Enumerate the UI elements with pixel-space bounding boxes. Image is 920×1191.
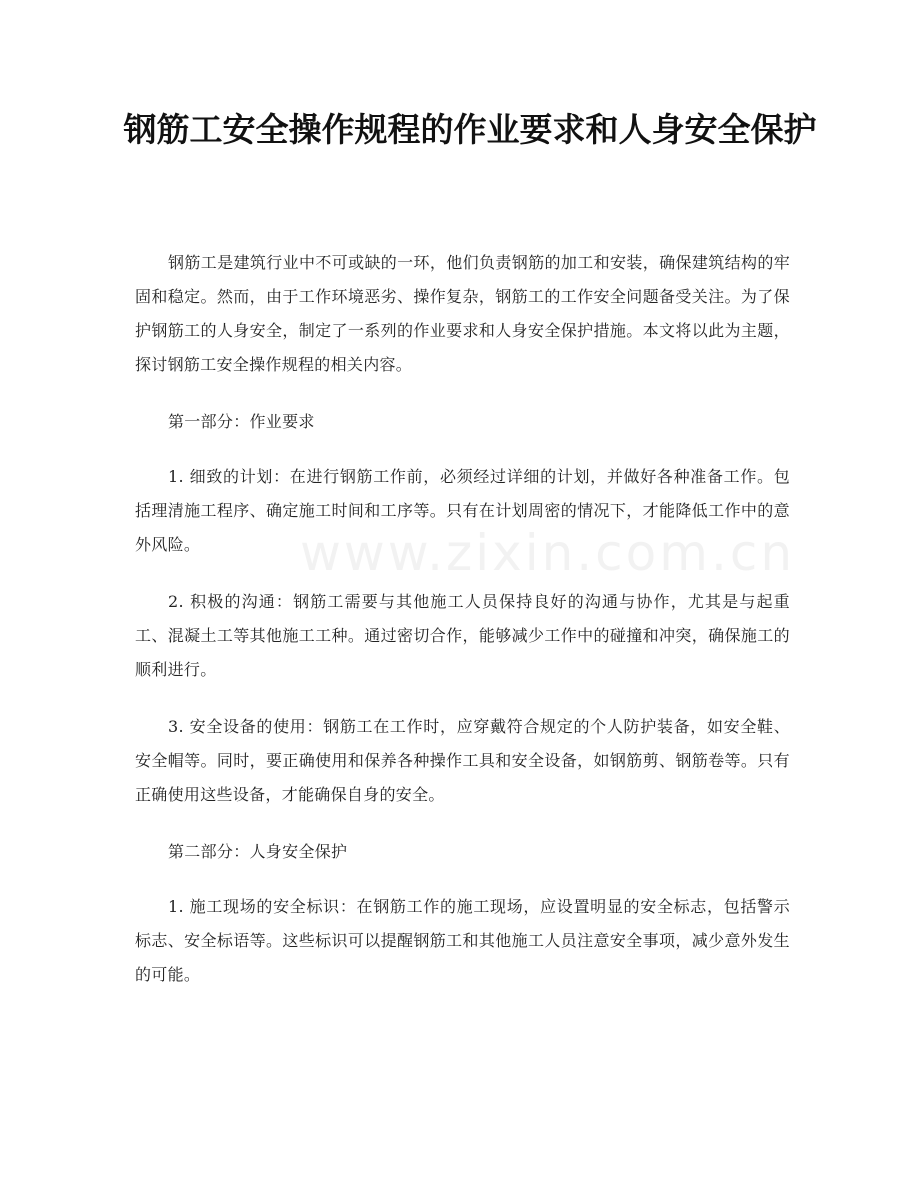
document-title: 钢筋工安全操作规程的作业要求和人身安全保护 (123, 110, 817, 149)
part1-item-3: 3. 安全设备的使用：钢筋工在工作时，应穿戴符合规定的个人防护装备，如安全鞋、安全帽等。同时，要正确使用和保养各种操作工具和安全设备，如钢筋剪、钢筋卷等。只有正确使用这些设备，才能确保自身的安全。 (135, 717, 790, 804)
document-body (135, 246, 790, 1015)
watermark: www.zixin.com.cn (300, 524, 796, 582)
section-heading-part2: 第二部分：人身安全保护 (168, 842, 348, 861)
part2-item-1: 1. 施工现场的安全标识：在钢筋工作的施工现场，应设置明显的安全标志，包括警示标志、安全标语等。这些标识可以提醒钢筋工和其他施工人员注意安全事项，减少意外发生的可能。 (135, 897, 790, 984)
part1-item-1: 1. 细致的计划：在进行钢筋工作前，必须经过详细的计划，并做好各种准备工作。包括理清施工程序、确定施工时间和工序等。只有在计划周密的情况下，才能降低工作中的意外风险。 (135, 467, 790, 554)
section-heading-part1: 第一部分：作业要求 (168, 412, 315, 431)
part1-item-2: 2. 积极的沟通：钢筋工需要与其他施工人员保持良好的沟通与协作，尤其是与起重工、混凝土工等其他施工工种。通过密切合作，能够减少工作中的碰撞和冲突，确保施工的顺利进行。 (135, 592, 790, 679)
intro-paragraph: 钢筋工是建筑行业中不可或缺的一环，他们负责钢筋的加工和安装，确保建筑结构的牢固和稳定。然而，由于工作环境恶劣、操作复杂，钢筋工的工作安全问题备受关注。为了保护钢筋工的人身安全，制定了一系列的作业要求和人身安全保护措施。本文将以此为主题，探讨钢筋工安全操作规程的相关内容。 (135, 253, 790, 374)
